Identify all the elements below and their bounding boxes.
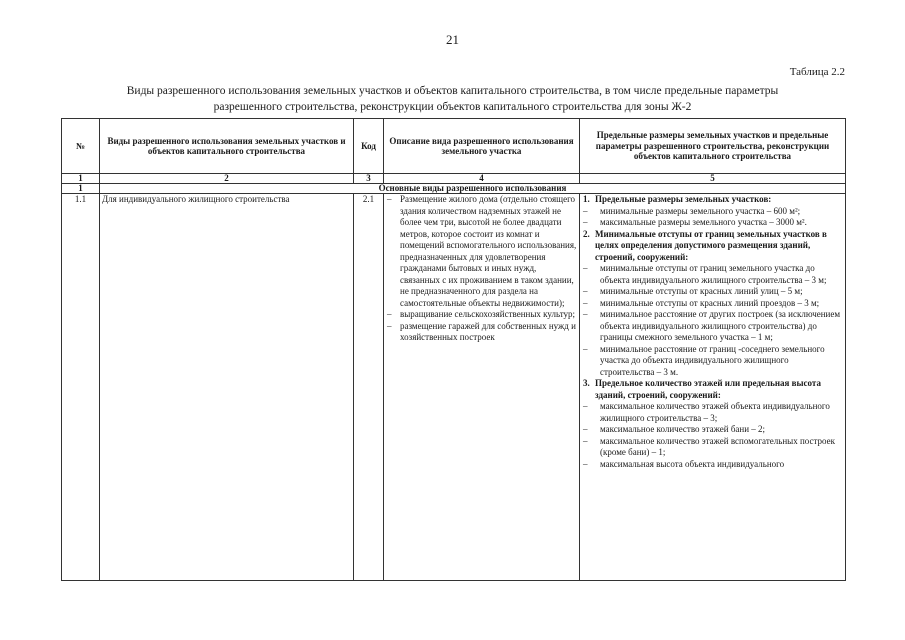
parameter-section bbox=[582, 229, 843, 379]
usage-parameters bbox=[580, 194, 846, 581]
parameter-section bbox=[582, 194, 843, 229]
section-number: 1 bbox=[62, 184, 100, 194]
description-list bbox=[386, 194, 577, 344]
row-number: 1.1 bbox=[62, 194, 100, 581]
list-item: – максимальные размеры земельного участка – 3000 м². bbox=[582, 217, 843, 229]
list-item: – выращивание сельскохозяйственных культур; bbox=[386, 309, 577, 321]
list-item: – минимальные размеры земельного участка – 600 м²; bbox=[582, 206, 843, 218]
usage-description bbox=[384, 194, 580, 581]
header-code: Код bbox=[354, 119, 384, 174]
list-item: – максимальная высота объекта индивидуального bbox=[582, 459, 843, 471]
column-number: 1 bbox=[62, 174, 100, 184]
header-number: № bbox=[62, 119, 100, 174]
list-item: – минимальные отступы от красных линий проездов – 3 м; bbox=[582, 298, 843, 310]
header-parameters: Предельные размеры земельных участков и предельные параметры разрешенного строительства, реконструкции объектов капитального строительства bbox=[580, 119, 846, 174]
parameter-section-title: Предельное количество этажей или предельная высота зданий, строений, сооружений: bbox=[595, 378, 821, 400]
list-item: – максимальное количество этажей бани – 2; bbox=[582, 424, 843, 436]
section-title: Основные виды разрешенного использования bbox=[100, 184, 846, 194]
table-row bbox=[62, 194, 846, 581]
column-number: 2 bbox=[100, 174, 354, 184]
page-number: 21 bbox=[446, 32, 459, 47]
document-title bbox=[60, 83, 845, 115]
list-item: – размещение гаражей для собственных нужд и хозяйственных построек bbox=[386, 321, 577, 344]
list-item: – минимальные отступы от границ земельного участка до объекта индивидуального жилищного строительства – 3 м; bbox=[582, 263, 843, 286]
list-item: – максимальное количество этажей вспомогательных построек (кроме бани) – 1; bbox=[582, 436, 843, 459]
column-number: 3 bbox=[354, 174, 384, 184]
parameter-section-number: 3. bbox=[583, 378, 590, 388]
list-item: – минимальные отступы от красных линий улиц – 5 м; bbox=[582, 286, 843, 298]
header-description: Описание вида разрешенного использования земельного участка bbox=[384, 119, 580, 174]
header-usage-type: Виды разрешенного использования земельных участков и объектов капитального строительства bbox=[100, 119, 354, 174]
header-row bbox=[62, 119, 846, 174]
title-line-1: Виды разрешенного использования земельных участков и объектов капитального строительства, в том числе предельные параметры bbox=[126, 85, 779, 97]
list-item: – минимальное расстояние от границ -соседнего земельного участка до объекта индивидуального жилищного строительства – 3 м. bbox=[582, 344, 843, 379]
column-number: 4 bbox=[384, 174, 580, 184]
column-number: 5 bbox=[580, 174, 846, 184]
column-number-row bbox=[62, 174, 846, 184]
list-item: – Размещение жилого дома (отдельно стоящего здания количеством надземных этажей не более чем три, высотой не более двадцати метров, которое состоит из комнат и помещений вспомогательного использования, предназначенных для удовлетворения гражданами бытовых и иных нужд, связанных с их проживанием в таком здании, не предназначенного для раздела на самостоятельные объекты недвижимости); bbox=[386, 194, 577, 309]
parameter-section-title: Минимальные отступы от границ земельных участков в целях определения допустимого размещения зданий, строений, сооружений: bbox=[595, 228, 827, 262]
list-item: – максимальное количество этажей объекта индивидуального жилищного строительства – 3; bbox=[582, 401, 843, 424]
parameter-section-title: Предельные размеры земельных участков: bbox=[595, 194, 772, 204]
parameter-section-number: 2. bbox=[583, 228, 590, 239]
parameter-section-number: 1. bbox=[583, 194, 590, 204]
zoning-table bbox=[61, 118, 846, 581]
list-item: – минимальное расстояние от других построек (за исключением объекта индивидуального жилищного строительства) до границы смежного земельного участка – 1 м; bbox=[582, 309, 843, 344]
section-row bbox=[62, 184, 846, 194]
title-line-2: разрешенного строительства, реконструкции объектов капитального строительства для зоны Ж-2 bbox=[213, 101, 692, 113]
usage-code: 2.1 bbox=[354, 194, 384, 581]
parameter-section bbox=[582, 378, 843, 470]
usage-type: Для индивидуального жилищного строительства bbox=[100, 194, 354, 581]
table-label: Таблица 2.2 bbox=[789, 66, 845, 78]
